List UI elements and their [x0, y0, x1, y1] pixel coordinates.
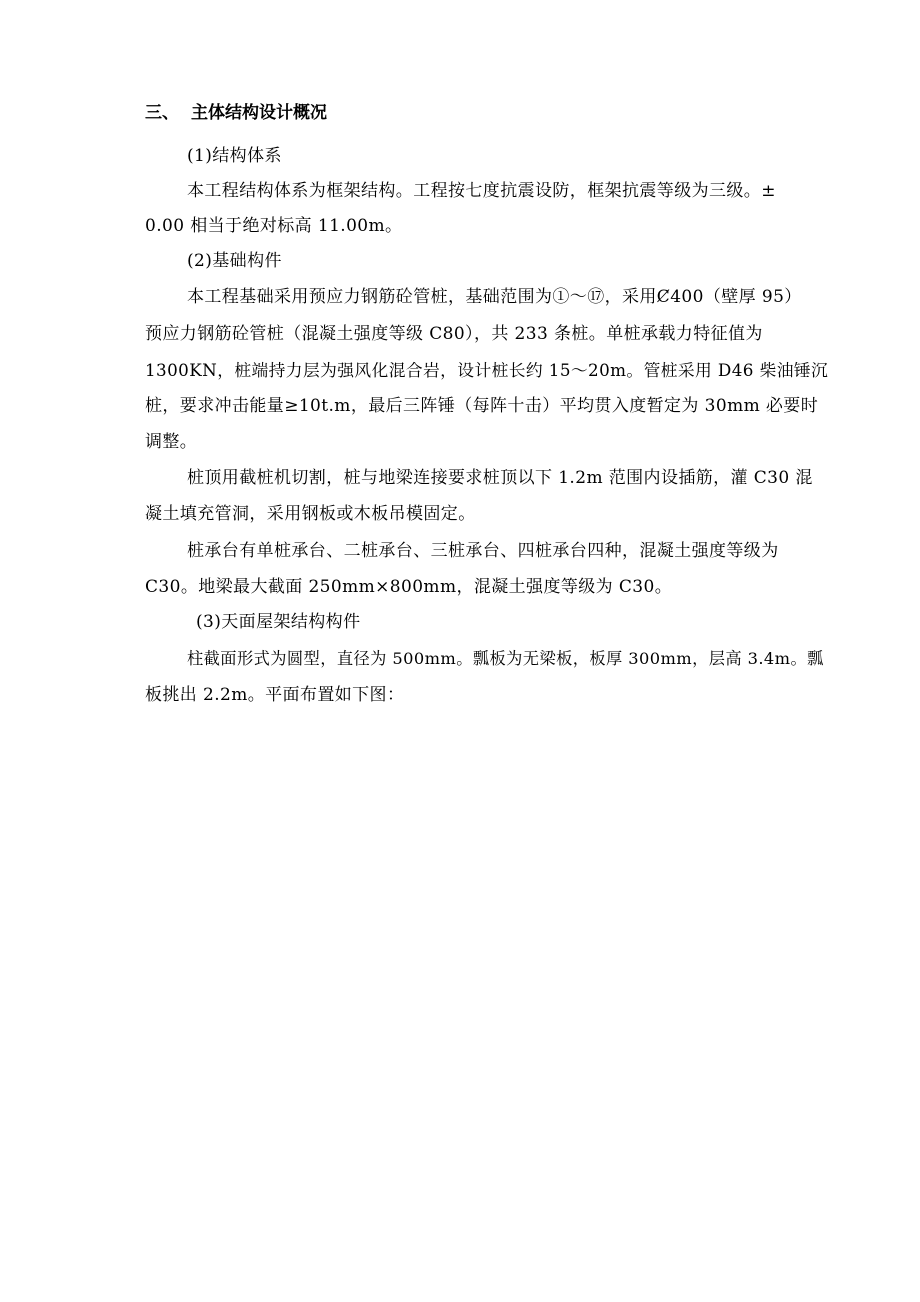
- subheading-foundation: (2)基础构件: [187, 251, 282, 271]
- section-heading: [145, 102, 327, 124]
- paragraph-line: 桩承台有单桩承台、二桩承台、三桩承台、四桩承台四种，混凝土强度等级为: [187, 541, 779, 561]
- subheading-structure-system: (1)结构体系: [187, 146, 282, 166]
- section-title: 主体结构设计概况: [191, 103, 327, 123]
- paragraph-line: 预应力钢筋砼管桩（混凝土强度等级 C80），共 233 条桩。单桩承载力特征值为: [145, 324, 763, 344]
- section-number: 三、: [145, 103, 179, 123]
- paragraph-line: C30。地梁最大截面 250mm×800mm，混凝土强度等级为 C30。: [145, 577, 673, 597]
- paragraph-line: 本工程结构体系为框架结构。工程按七度抗震设防，框架抗震等级为三级。±: [187, 181, 776, 201]
- subheading-roof-structure: (3)天面屋架结构构件: [196, 612, 361, 632]
- paragraph-line: 0.00 相当于绝对标高 11.00m。: [145, 216, 403, 236]
- paragraph-line: 桩，要求冲击能量≥10t.m，最后三阵锤（每阵十击）平均贯入度暂定为 30mm 必要时: [145, 396, 819, 416]
- paragraph-line: 本工程基础采用预应力钢筋砼管桩，基础范围为①～⑰，采用Ȼ400（壁厚 95）: [187, 287, 802, 307]
- paragraph-line: 调整。: [145, 432, 198, 452]
- paragraph-line: 柱截面形式为圆型，直径为 500mm。瓢板为无梁板，板厚 300mm，层高 3.4m。瓢: [187, 649, 824, 668]
- paragraph-line: 1300KN，桩端持力层为强风化混合岩，设计桩长约 15～20m。管桩采用 D46 柴油锤沉: [145, 360, 829, 380]
- paragraph-line: 桩顶用截桩机切割，桩与地梁连接要求桩顶以下 1.2m 范围内设插筋，灌 C30 混: [187, 468, 813, 488]
- paragraph-line: 凝土填充管洞，采用钢板或木板吊模固定。: [145, 504, 476, 524]
- paragraph-line: 板挑出 2.2m。平面布置如下图：: [145, 685, 405, 705]
